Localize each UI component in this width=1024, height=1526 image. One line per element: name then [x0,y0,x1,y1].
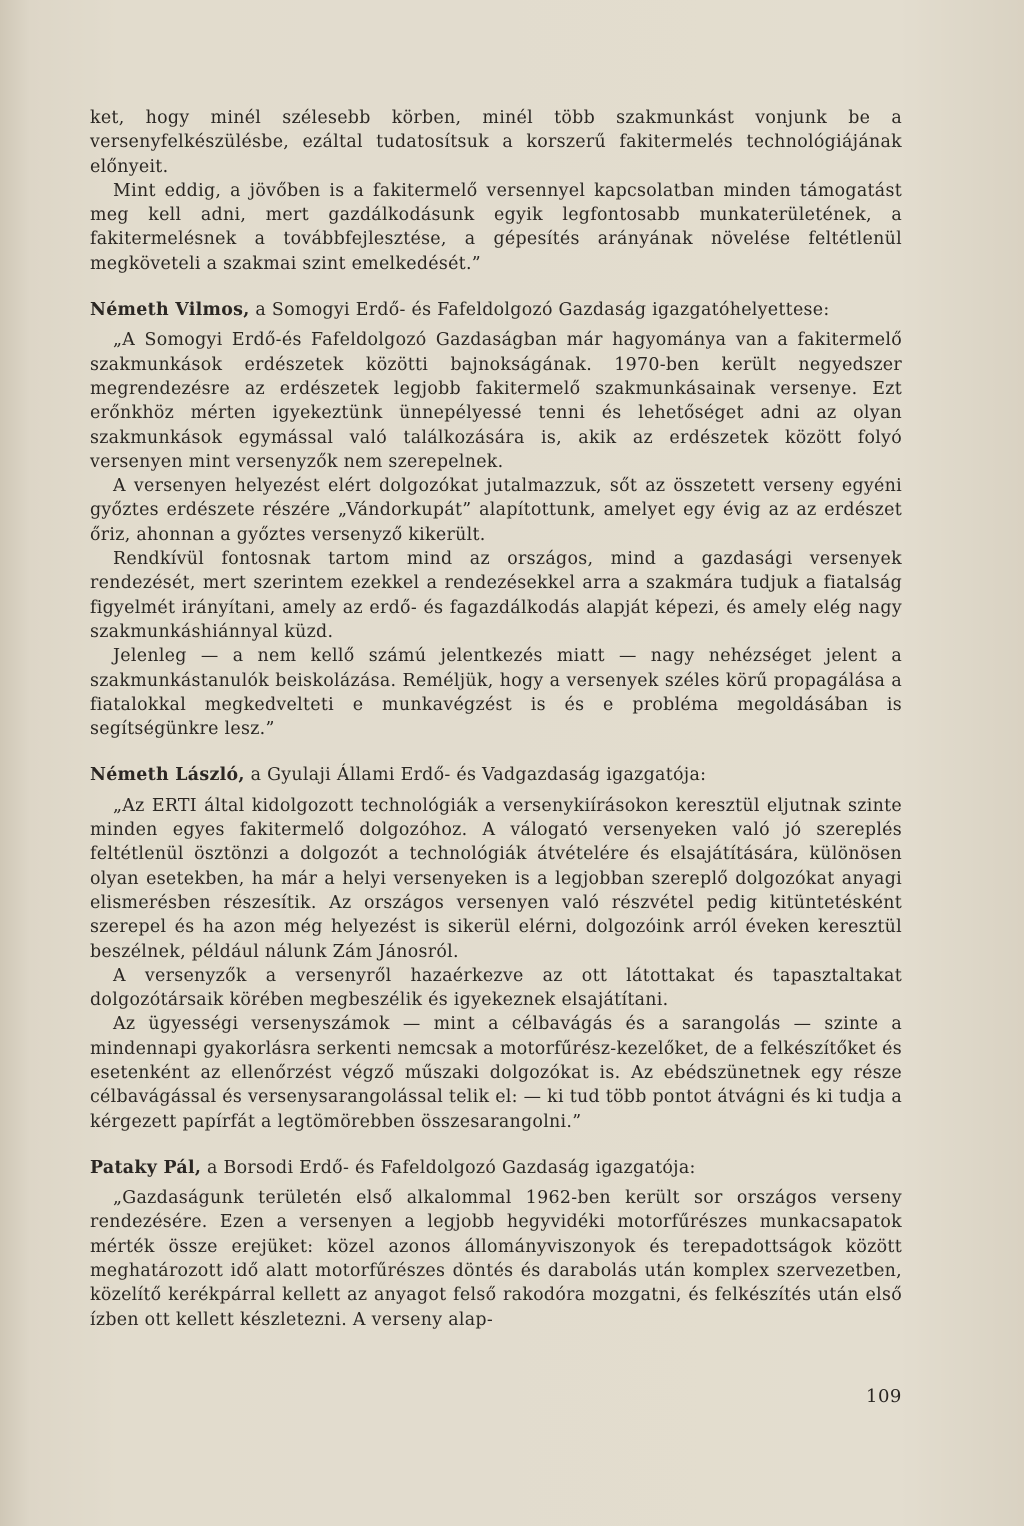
speech-paragraph: Az ügyességi versenyszámok — mint a célbavágás és a sarangolás — szinte a mindennapi gyakorlásra serkenti nemcsak a motorfűrész-kezelőket, de a felkészítőket és esetenként az ellenőrzést végző műszaki dolgozókat is. Az ebédszünetnek egy része célbavágással és versenysarangolással telik el: — ki tud több pontot átvágni és ki tudja a kérgezett papírfát a legtömörebben összesarangolni.” [90,1014,902,1132]
speaker-title: a Somogyi Erdő- és Fafeldolgozó Gazdaság igazgatóhelyettese: [249,300,830,321]
speaker-heading [90,298,902,322]
speaker-heading [90,1156,902,1180]
speaker-heading [90,763,902,787]
speaker-name: Pataky Pál, [90,1157,202,1178]
speech-paragraph: A versenyen helyezést elért dolgozókat jutalmazzuk, sőt az összetett verseny egyéni győztes erdészete részére „Vándorkupát” alapítottunk, amelyet egy évig az az erdészet őriz, ahonnan a győztes versenyző kikerült. [90,476,902,545]
body-text [90,106,902,1332]
speech-paragraph: A versenyzők a versenyről hazaérkezve az ott látottakat és tapasztaltakat dolgozótársaik körében megbeszélik és igyekeznek elsajátítani. [90,965,902,1011]
speech-paragraph: Jelenleg — a nem kellő számú jelentkezés miatt — nagy nehézséget jelent a szakmunkástanulók beiskolázása. Reméljük, hogy a versenyek széles körű propagálása a fiatalokkal megkedvelteti e munkavégzést is és e probléma megoldásában is segítségünkre lesz.” [90,646,902,740]
intro-paragraph-1: ket, hogy minél szélesebb körben, minél több szakmunkást vonjunk be a versenyfelkészülésbe, ezáltal tudatosítsuk a korszerű fakitermelés technológiájának előnyeit. [90,108,902,177]
speaker-title: a Gyulaji Állami Erdő- és Vadgazdaság igazgatója: [244,765,707,786]
intro-paragraph-2: Mint eddig, a jövőben is a fakitermelő versennyel kapcsolatban minden támogatást meg kell adni, mert gazdálkodásunk egyik legfontosabb munkaterületének, a fakitermelésnek a továbbfejlesztése, a gépesítés arányának növelése feltétlenül megköveteli a szakmai szint emelkedését.” [90,180,902,274]
speaker-name: Németh Vilmos, [90,300,250,321]
speech-paragraph: „Gazdaságunk területén első alkalommal 1962-ben került sor országos verseny rendezésére. Ezen a versenyen a legjobb hegyvidéki motorfűrészes munkacsapatok mérték össze erejüket: közel azonos állományviszonyok és terepadottságok között meghatározott idő alatt motorfűrészes döntés és darabolás után komplex szervezetben, közelítő kerékpárral kellett az anyagot felső rakodóra mozgatni, és felkészítés után első ízben ott kellett készletezni. A verseny alap- [90,1188,902,1330]
page-number: 109 [866,1386,902,1407]
speech-paragraph: „Az ERTI által kidolgozott technológiák a versenykiírásokon keresztül eljutnak szinte minden egyes fakitermelő dolgozóhoz. A válogató versenyeken való jó szereplés feltétlenül ösztönzi a dolgozót a technológiák átvételére és elsajátítására, különösen olyan esetekben, ha már a helyi versenyeken is a legjobban szereplő dolgozókat anyagi elismerésben részesítik. Az országos versenyen való részvétel pedig kitüntetésként szerepel és ha azon még helyezést is sikerül elérni, dolgozóink arról éveken keresztül beszélnek, például nálunk Zám Jánosról. [90,795,902,962]
speaker-name: Németh László, [90,765,245,786]
speech-paragraph: „A Somogyi Erdő-és Fafeldolgozó Gazdaságban már hagyománya van a fakitermelő szakmunkások erdészetek közötti bajnokságának. 1970-ben került negyedszer megrendezésre az erdészetek legjobb fakitermelő szakmunkásainak versenye. Ezt erőnkhöz mérten igyekeztünk ünnepélyessé tenni és lehetőséget adni az olyan szakmunkások egymással való találkozására is, akik az erdészetek között folyó versenyen mint versenyzők nem szerepelnek. [90,330,902,472]
speech-paragraph: Rendkívül fontosnak tartom mind az országos, mind a gazdasági versenyek rendezését, mert szerintem ezekkel a rendezésekkel arra a szakmára tudjuk a fiatalság figyelmét irányítani, amely az erdő- és fagazdálkodás alapját képezi, és amely elég nagy szakmunkáshiánnyal küzd. [90,549,902,642]
speaker-title: a Borsodi Erdő- és Fafeldolgozó Gazdaság igazgatója: [201,1157,696,1178]
